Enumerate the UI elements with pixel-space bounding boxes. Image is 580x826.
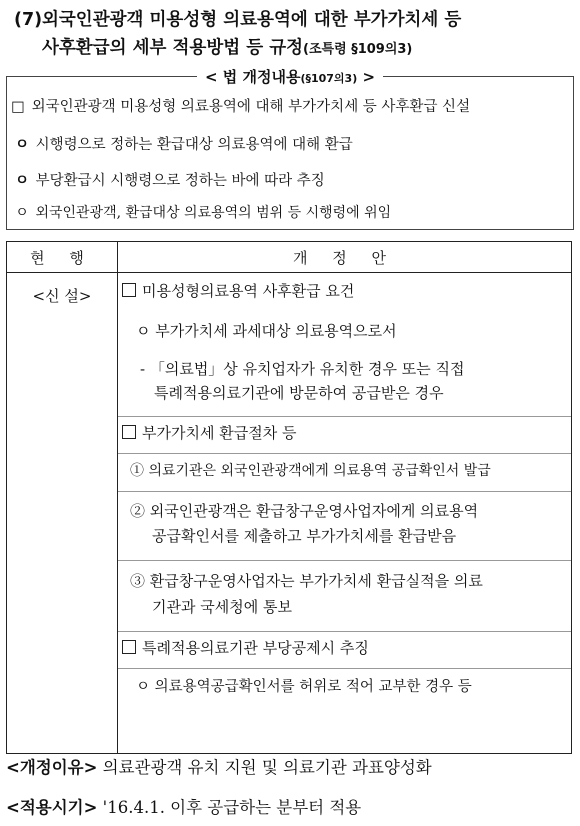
square-marker [122, 283, 136, 297]
timing-text: '16.4.1. 이후 공급하는 분부터 적용 [102, 798, 362, 817]
reason-text: 의료관광객 유치 지원 및 의료기관 과표양성화 [102, 758, 432, 777]
section-number: (7) [14, 10, 43, 30]
item-line: 공급확인서를 제출하고 부가가치세를 환급받음 [152, 527, 457, 545]
divider [118, 631, 571, 632]
summary-line [13, 135, 573, 155]
item-line: 기관과 국세청에 통보 [152, 598, 292, 616]
header-proposal: 개 정 안 [118, 242, 572, 273]
title-line-2: 사후환급의 세부 적용방법 등 규정 [42, 38, 304, 58]
law-amendment-summary-box [6, 68, 574, 230]
section-heading: 부가가치세 환급절차 등 [142, 424, 297, 442]
timing-label: <적용시기> [6, 798, 98, 817]
header-current: 현 행 [7, 242, 118, 273]
summary-line [13, 203, 573, 223]
amendment-reason [6, 755, 432, 781]
summary-line-text: 부당환급시 시행령으로 정하는 바에 따라 추징 [35, 173, 325, 189]
section-procedure [122, 421, 296, 446]
divider [118, 668, 571, 669]
proposal-cell [118, 273, 572, 754]
divider [118, 560, 571, 561]
item-line: ② 외국인관광객은 환급창구운영사업자에게 의료용역 [130, 502, 479, 520]
title-reference: (조특령 §109의3) [303, 42, 413, 57]
item-line: 특례적용의료기관에 방문하여 공급받은 경우 [154, 384, 444, 402]
caption-reference: (§107의3) [300, 72, 358, 85]
caption-text: < 법 개정내용 [204, 68, 301, 86]
section-heading: 특례적용의료기관 부당공제시 추징 [142, 639, 369, 657]
title-line-1: 외국인관광객 미용성형 의료용역에 대한 부가가치세 등 [42, 10, 462, 30]
checkbox-marker: □ [11, 99, 25, 115]
bullet-marker: ㅇ [15, 205, 29, 221]
section-clawback [122, 636, 369, 661]
square-marker [122, 640, 136, 654]
item-line: ㅇ 의료용역공급확인서를 허위로 적어 교부한 경우 등 [136, 679, 472, 695]
effective-date [6, 795, 361, 821]
summary-caption [7, 66, 573, 87]
caption-end: > [357, 68, 376, 86]
item-line: ③ 환급창구운영사업자는 부가가치세 환급실적을 의료 [130, 572, 483, 590]
reason-label: <개정이유> [6, 758, 98, 777]
summary-line [9, 97, 573, 117]
section-title [14, 6, 570, 64]
summary-line-text: 시행령으로 정하는 환급대상 의료용역에 대해 환급 [35, 137, 353, 153]
current-text: <신 설> [32, 287, 92, 305]
item-line: ㅇ 부가가치세 과세대상 의료용역으로서 [136, 322, 397, 340]
current-cell [7, 273, 118, 754]
summary-line-text: 외국인관광객, 환급대상 의료용역의 범위 등 시행령에 위임 [35, 205, 392, 221]
item-line: - 「의료법」상 유치업자가 유치한 경우 또는 직접 [140, 360, 465, 378]
bullet-marker: ㅇ [14, 136, 29, 153]
section-requirements [122, 279, 354, 304]
divider [118, 491, 571, 492]
divider [118, 416, 571, 417]
bullet-marker: ㅇ [14, 172, 29, 189]
square-marker [122, 425, 136, 439]
summary-line-text: 외국인관광객 미용성형 의료용역에 대해 부가가치세 등 사후환급 신설 [31, 99, 471, 115]
divider [118, 453, 571, 454]
comparison-table [6, 241, 572, 754]
summary-line [13, 171, 573, 191]
section-heading: 미용성형의료용역 사후환급 요건 [142, 282, 355, 300]
item-line: ① 의료기관은 외국인관광객에게 의료용역 공급확인서 발급 [130, 463, 491, 479]
